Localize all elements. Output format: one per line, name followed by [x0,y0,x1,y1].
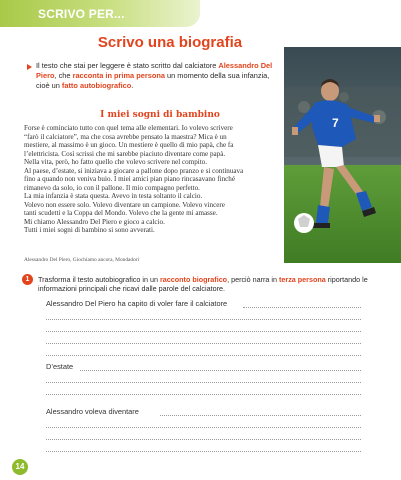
story-line: La mia infanzia è stata questa. Avevo in testa soltanto il calcio. [24,192,203,200]
story-line: mestiere, al massimo è un gioco. Un mestiere è quello di mio papà, che fa [24,141,234,149]
story-line: tanti scudetti e la Coppa del Mondo. Volevo che la gente mi amasse. [24,209,218,217]
story-title: I miei sogni di bambino [100,110,220,120]
answer-line[interactable] [46,427,361,428]
section-band-label: SCRIVO PER... [38,7,125,21]
story-line: Tutti i miei sogni di bambino si sono avverati. [24,226,155,234]
story-line: Al paese, d’estate, si iniziava a giocare a pallone dopo pranzo e si continuava [24,166,244,175]
intro-text: , che [54,71,73,80]
intro-highlight-autobiographical: fatto autobiografico [61,81,132,90]
svg-text:7: 7 [332,116,339,130]
answer-line[interactable] [46,439,361,440]
writing-prompt-2: D’estate [46,362,74,371]
intro-text: Il testo che stai per leggere è stato scritto dal calciatore [36,61,219,70]
answer-line[interactable] [46,394,361,395]
writing-prompt-3: Alessandro voleva diventare [46,407,139,416]
intro-text: un momento della sua infanzia, cioè un [36,71,270,90]
story-line: Mi chiamo Alessandro Del Piero e gioco a calcio. [24,217,165,226]
triangle-bullet-icon [27,64,32,70]
story-line: “farò il calciatore”, ma che cosa avrebbe pensato la maestra? Mica è un [24,132,227,141]
exercise-text: riportando le informazioni principali che ricavi dalle parole del calciatore. [38,275,368,294]
footballer-photo [284,47,401,263]
page-title: Scrivo una biografia [97,34,243,51]
intro-highlight-first-person: racconta in prima persona [72,71,165,80]
answer-line[interactable] [243,307,361,308]
story-line: fino a quando non veniva buio. I miei amici pian piano rincasavano finché [24,175,235,183]
exercise-number-badge: 1 [22,274,33,285]
exercise-highlight-third-person: terza persona [279,275,326,284]
story-text [24,124,284,235]
answer-line[interactable] [46,355,361,356]
story-line: l’elettricista. Così scrissi che mi sarebbe piaciuto diventare come papà. [24,149,226,158]
page-number: 14 [12,459,28,475]
answer-line[interactable] [46,451,361,452]
exercise-highlight-biography: racconto biografico [159,275,228,284]
answer-line[interactable] [46,331,361,332]
story-line: Forse è cominciato tutto con quel tema alle elementari. Io volevo scrivere [24,124,233,132]
answer-line[interactable] [46,319,361,320]
intro-paragraph [36,61,281,91]
answer-line[interactable] [80,370,361,371]
exercise-instructions [38,275,368,294]
source-credit: Alessandro Del Piero, Giochiamo ancora, Mondadori [24,257,140,263]
exercise-text: Trasforma il testo autobiografico in un [38,275,160,284]
intro-text: . [131,81,134,90]
answer-line[interactable] [46,382,361,383]
exercise-text: , perciò narra in [227,275,280,284]
story-line: Volevo non essere solo. Volevo diventare un campione. Volevo vincere [24,200,225,209]
writing-prompt-1: Alessandro Del Piero ha capito di voler fare il calciatore [46,299,228,308]
story-line: Nella vita, però, ho fatto quello che volevo scrivere nel compito. [24,158,207,166]
story-line: rimanevo da solo, io con il pallone. Il mio compagno perfetto. [24,183,200,192]
intro-highlight-author: Alessandro Del Piero [36,61,273,80]
answer-line[interactable] [46,343,361,344]
answer-line[interactable] [160,415,361,416]
